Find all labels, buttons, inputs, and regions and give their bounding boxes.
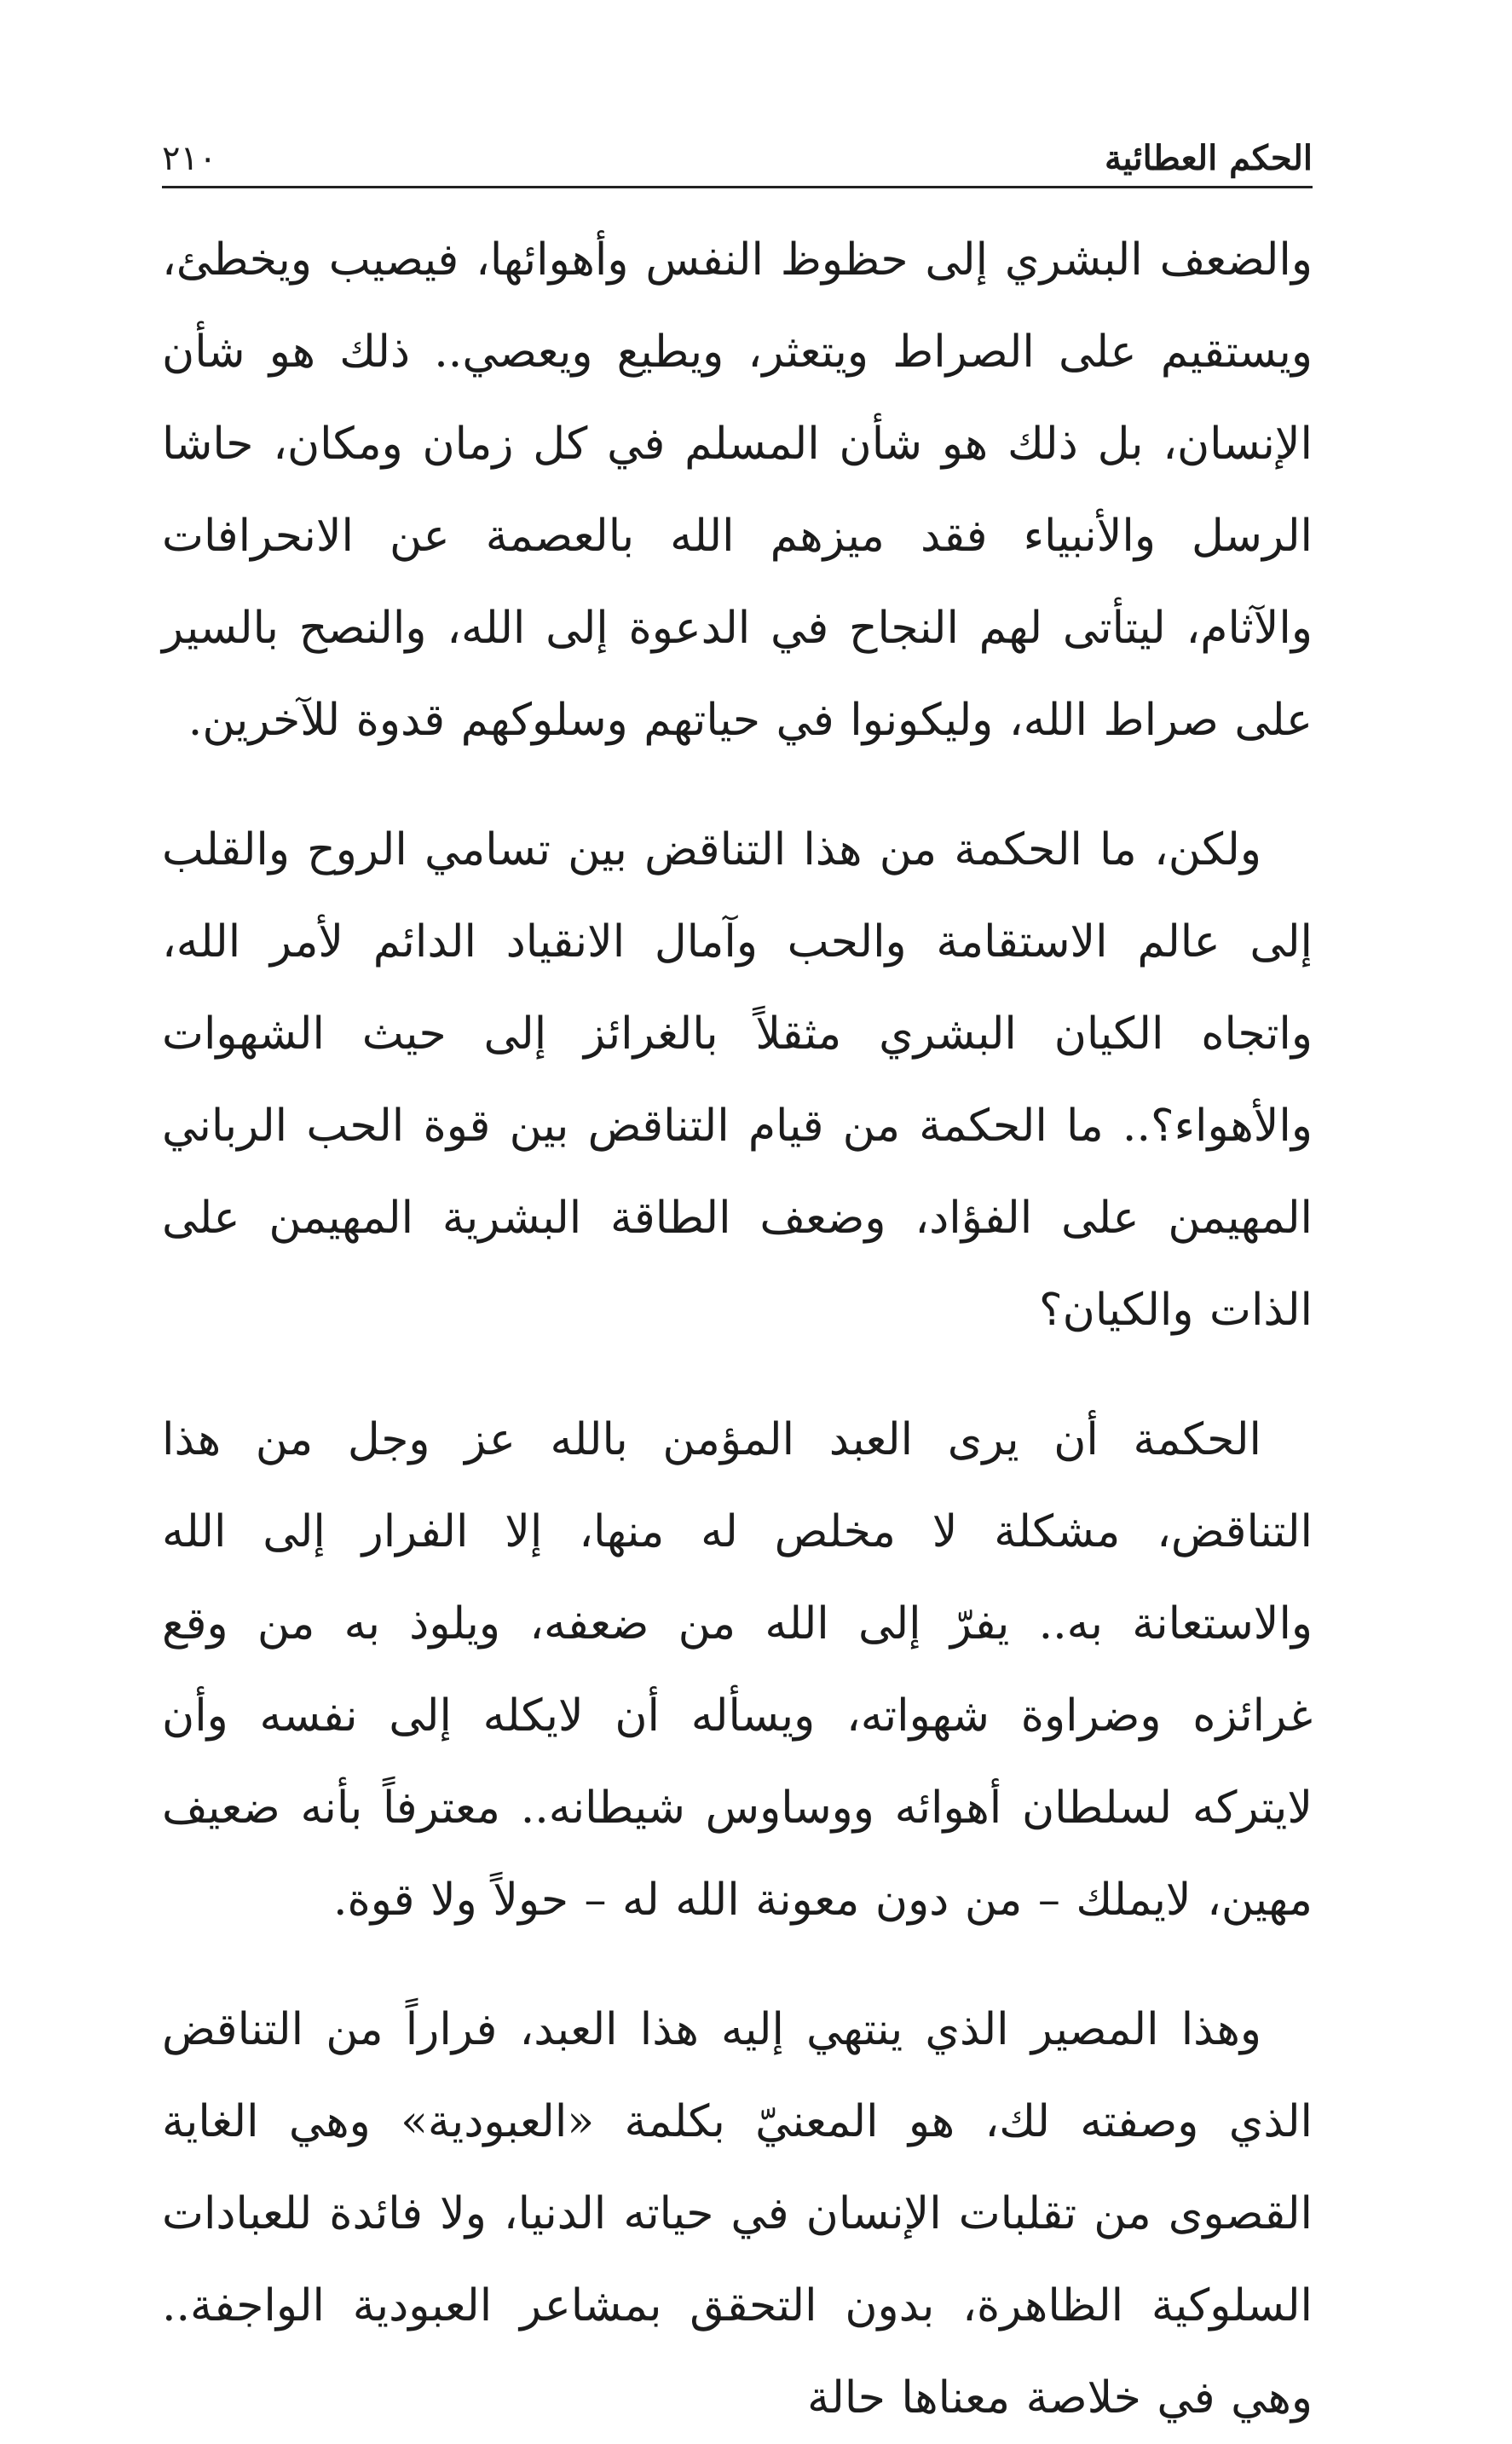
page-body bbox=[162, 214, 1313, 2444]
paragraph-1: والضعف البشري إلى حظوظ النفس وأهوائها، فيصيب ويخطئ، ويستقيم على الصراط ويتعثر، ويطيع ويعصي.. ذلك هو شأن الإنسان، بل ذلك هو شأن المسلم في كل زمان ومكان، حاشا الرسل والأنبياء فقد ميزهم الله بالعصمة عن الانحرافات والآثام، ليتأتى لهم النجاح في الدعوة إلى الله، والنصح بالسير على صراط الله، وليكونوا في حياتهم وسلوكهم قدوة للآخرين. bbox=[162, 234, 1313, 746]
book-title: الحكم العطائية bbox=[1104, 138, 1313, 178]
paragraph-2: ولكن، ما الحكمة من هذا التناقض بين تسامي الروح والقلب إلى عالم الاستقامة والحب وآمال الانقياد الدائم لأمر الله، واتجاه الكيان البشري مثقلاً بالغرائز إلى حيث الشهوات والأهواء؟.. ما الحكمة من قيام التناقض بين قوة الحب الرباني المهيمن على الفؤاد، وضعف الطاقة البشرية المهيمن على الذات والكيان؟ bbox=[162, 824, 1313, 1336]
paragraph-3: الحكمة أن يرى العبد المؤمن بالله عز وجل من هذا التناقض، مشكلة لا مخلص له منها، إلا الفرار إلى الله والاستعانة به.. يفرّ إلى الله من ضعفه، ويلوذ به من وقع غرائزه وضراوة شهواته، ويسأله أن لايكله إلى نفسه وأن لايتركه لسلطان أهوائه ووساوس شيطانه.. معترفاً بأنه ضعيف مهين، لايملك – من دون معونة الله له – حولاً ولا قوة. bbox=[162, 1414, 1313, 1926]
book-page bbox=[162, 119, 1313, 2424]
running-header bbox=[162, 119, 1313, 188]
page-number: ٢١٠ bbox=[162, 139, 217, 178]
paragraph-4: وهذا المصير الذي ينتهي إليه هذا العبد، فراراً من التناقض الذي وصفته لك، هو المعنيّ بكلمة «العبودية» وهي الغاية القصوى من تقلبات الإنسان في حياته الدنيا، ولا فائدة للعبادات السلوكية الظاهرة، بدون التحقق بمشاعر العبودية الواجفة.. وهي في خلاصة معناها حالة bbox=[162, 2004, 1313, 2424]
